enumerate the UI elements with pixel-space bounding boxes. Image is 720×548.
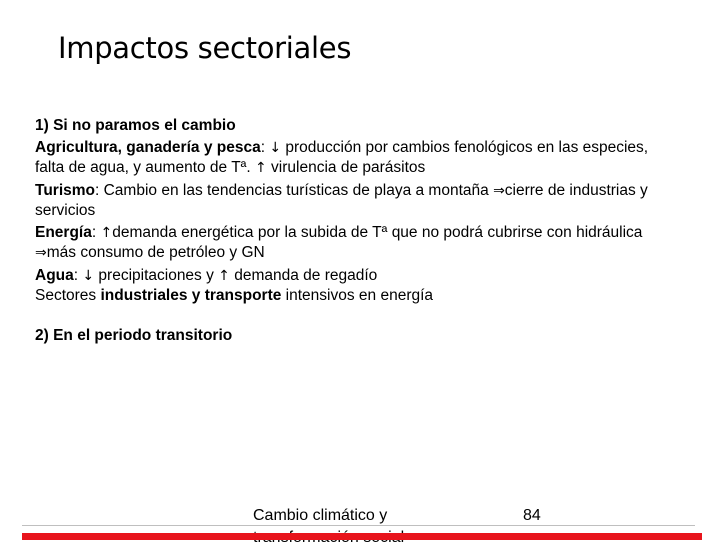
turismo-text-2: cierre de industrias y servicios [35,182,648,219]
turismo-text-1: : Cambio en las tendencias turísticas de playa a montaña [95,182,494,199]
energia-label: Energía [35,224,92,241]
implies-arrow-icon: ⇒ [493,183,505,199]
agua-text-1: precipitaciones y [94,267,219,284]
up-arrow-icon: ↑ [100,225,113,241]
footer-title: Cambio climático y [253,507,388,524]
up-arrow-icon: ↑ [218,268,230,284]
agricultura-text-1: producción por cambios fenológicos en las especies, falta de agua, y aumento de Tª. [35,139,649,176]
section-1 [35,116,675,308]
agua-paragraph [35,266,675,286]
agua-sep: : [73,267,83,284]
sectores-bold: industriales y transporte [100,287,282,304]
footer-divider [22,525,695,526]
slide-title: Impactos sectoriales [58,31,352,65]
energia-text-2: más consumo de petróleo y GN [46,244,265,261]
agricultura-sep: : [260,139,270,156]
agricultura-paragraph [35,138,675,178]
down-arrow-icon: ↓ [269,140,282,156]
accent-bar [22,533,702,540]
section-2-heading: 2) En el periodo transitorio [35,327,233,344]
down-arrow-icon: ↓ [82,268,95,284]
agricultura-text-2: virulencia de parásitos [266,159,426,176]
turismo-label: Turismo [35,182,95,199]
up-arrow-icon: ↑ [255,160,267,176]
agua-label: Agua [35,267,74,284]
sectores-suffix: intensivos en energía [281,287,434,304]
implies-arrow-icon: ⇒ [35,245,47,261]
sectores-paragraph [35,286,675,305]
energia-paragraph [35,223,675,263]
page-number: 84 [523,507,541,524]
agua-text-2: demanda de regadío [229,267,378,284]
energia-sep: : [91,224,101,241]
section-1-heading: 1) Si no paramos el cambio [35,117,236,134]
agricultura-label: Agricultura, ganadería y pesca [35,139,261,156]
sectores-prefix: Sectores [35,287,101,304]
turismo-paragraph [35,181,675,220]
energia-text-1: demanda energética por la subida de Tª que no podrá cubrirse con hidráulica [112,224,643,241]
